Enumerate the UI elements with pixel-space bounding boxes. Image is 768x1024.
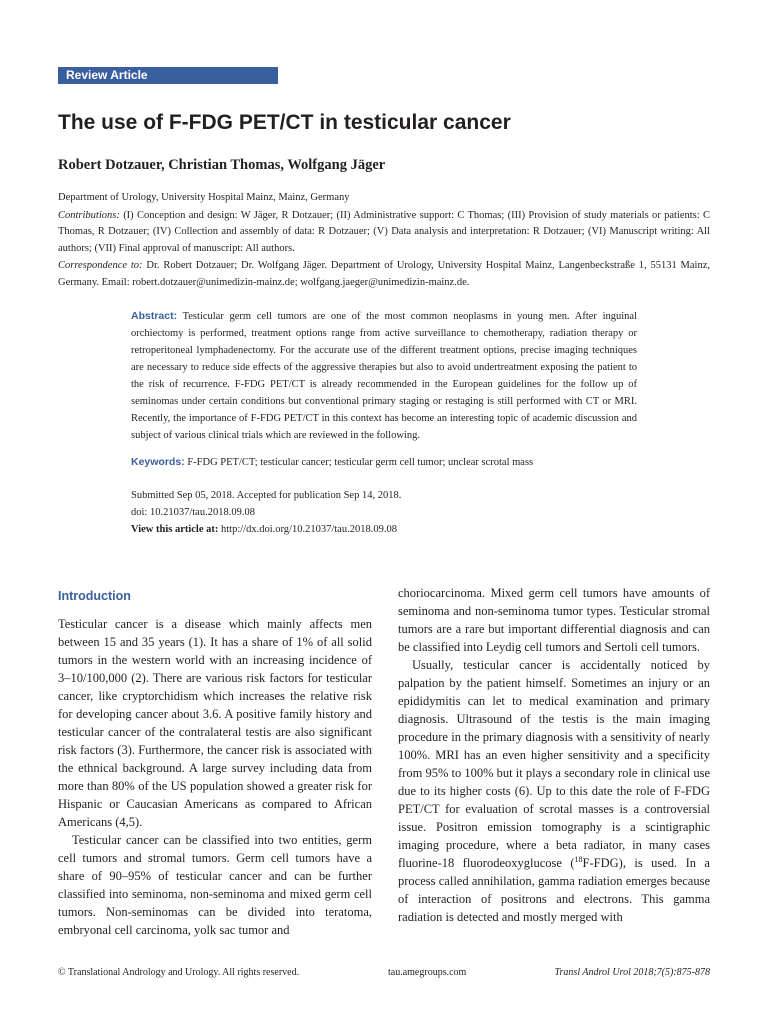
- submission-dates: Submitted Sep 05, 2018. Accepted for publication Sep 14, 2018.: [131, 490, 402, 501]
- abstract-block: [131, 308, 637, 538]
- page-footer: [58, 966, 710, 980]
- abstract: [131, 308, 637, 444]
- footer-site[interactable]: tau.amegroups.com: [388, 967, 467, 978]
- contributions-text: (I) Conception and design: W Jäger, R Dotzauer; (II) Administrative support: C Thomas; (III) Provision of study materials or patients: C Thomas, R Dotzauer; (IV) Collection and assembly of data: R Dotzauer; (V) Data analysis and interpretation: R Dotzauer; (VI) Manuscript writing: All authors; (VII) Final approval of manuscript: All authors.: [58, 209, 710, 254]
- correspondence-label: Correspondence to:: [58, 260, 143, 271]
- article-meta: [58, 190, 710, 292]
- paragraph: [398, 656, 710, 926]
- footer-citation: Transl Androl Urol 2018;7(5):875-878: [554, 967, 710, 978]
- paragraph: Testicular cancer can be classified into two entities, germ cell tumors and stromal tumors. Germ cell tumors have a share of 90–95% of testicular cancer and can be further classified into seminoma, non-seminoma and mixed germ cell tumors. Non-seminomas can be divided into teratoma, embryonal cell carcinoma, yolk sac tumor and: [58, 833, 372, 937]
- superscript: 18: [574, 854, 583, 864]
- view-article: [131, 521, 637, 538]
- keywords: [131, 454, 637, 471]
- paragraph: Testicular cancer is a disease which mainly affects men between 15 and 35 years (1). It has a share of 1% of all solid tumors in the western world with an increasing incidence of 3–10/100,000 (2). There are various risk factors for testicular cancer, like cryptorchidism which increases the relative risk for developing cancer about 3.6. A positive family history and testicular cancer of the contralateral testis are also significant risk factors (3). Furthermore, the cancer risk is associated with the ethnical background. A large survey including data from more than 80% of the US population showed a greater risk for Hispanic or Caucasian Americans as compared to African Americans (4,5).: [58, 617, 372, 829]
- footer-copyright: © Translational Andrology and Urology. All rights reserved.: [58, 967, 300, 978]
- keywords-label: Keywords:: [131, 456, 185, 468]
- abstract-label: Abstract:: [131, 310, 178, 322]
- affiliation: Department of Urology, University Hospital Mainz, Mainz, Germany: [58, 192, 350, 203]
- doi: doi: 10.21037/tau.2018.09.08: [131, 507, 255, 518]
- body-column-right: [398, 584, 710, 926]
- section-heading-introduction: Introduction: [58, 589, 131, 603]
- abstract-text: Testicular germ cell tumors are one of the most common neoplasms in young men. After inguinal orchiectomy is performed, treatment options range from active surveillance to chemotherapy, radiation therapy or retroperitoneal lymphadenectomy. For the accurate use of the different treatment options, precise imaging techniques are necessary to reduce side effects of the aggressive therapies but also to avoid undertreatment exposing the patient to the risk of recurrence. F-FDG PET/CT is already recommended in the European guidelines for the follow up of seminomas under certain conditions but conventional primary staging or restaging is still performed with CT or MRI. Recently, the importance of F-FDG PET/CT in this context has become an interesting topic of academic discussion and subject of various clinical trials which are reviewed in the following.: [131, 311, 638, 441]
- correspondence: [58, 258, 710, 291]
- paragraph-text: Usually, testicular cancer is accidentally noticed by palpation by the patient himself. Sometimes an injury or an epididymitis can let to medical examination and primary diagnosis. Ultrasound of the testis is the main imaging procedure in the primary diagnosis with a sensitivity of nearly 100%. MRI has an even higher sensitivity and a specificity from 95% to 100% but it plays a secondary role in clinical use due to its higher costs (6). Up to this date the role of F-FDG PET/CT for evaluation of scrotal masses is a controversial issue. Positron emission tomography is a scintigraphic imaging procedure, where a beta radiator, in many cases fluorine-18 fluorodeoxyglucose (: [398, 658, 710, 870]
- author-list: Robert Dotzauer, Christian Thomas, Wolfgang Jäger: [58, 157, 386, 173]
- view-article-label: View this article at:: [131, 524, 219, 535]
- keywords-text: F-FDG PET/CT; testicular cancer; testicular germ cell tumor; unclear scrotal mass: [187, 457, 534, 468]
- correspondence-text: Dr. Robert Dotzauer; Dr. Wolfgang Jäger. Department of Urology, University Hospital Mainz, Langenbeckstraße 1, 55131 Mainz, Germany. Email: robert.dotzauer@unimedizin-mainz.de; wolfgang.jaeger@unimedizin-mainz.de.: [58, 260, 711, 288]
- contributions: [58, 208, 710, 258]
- article-title: The use of F-FDG PET/CT in testicular cancer: [58, 111, 511, 134]
- view-article-link[interactable]: http://dx.doi.org/10.21037/tau.2018.09.08: [221, 524, 397, 535]
- body-column-left: [58, 587, 372, 939]
- contributions-label: Contributions:: [58, 209, 120, 221]
- article-type-badge: Review Article: [58, 67, 278, 84]
- paragraph-text: F-FDG), is used. In a process called annihilation, gamma radiation emerges because of interaction of positrons and electrons. This gamma radiation is detected and mostly merged with: [398, 856, 710, 924]
- paragraph: choriocarcinoma. Mixed germ cell tumors have amounts of seminoma and non-seminoma tumor types. Testicular stromal tumors are a rare but important differential diagnosis and can be classified into Leydig cell tumors and Sertoli cell tumors.: [398, 586, 710, 654]
